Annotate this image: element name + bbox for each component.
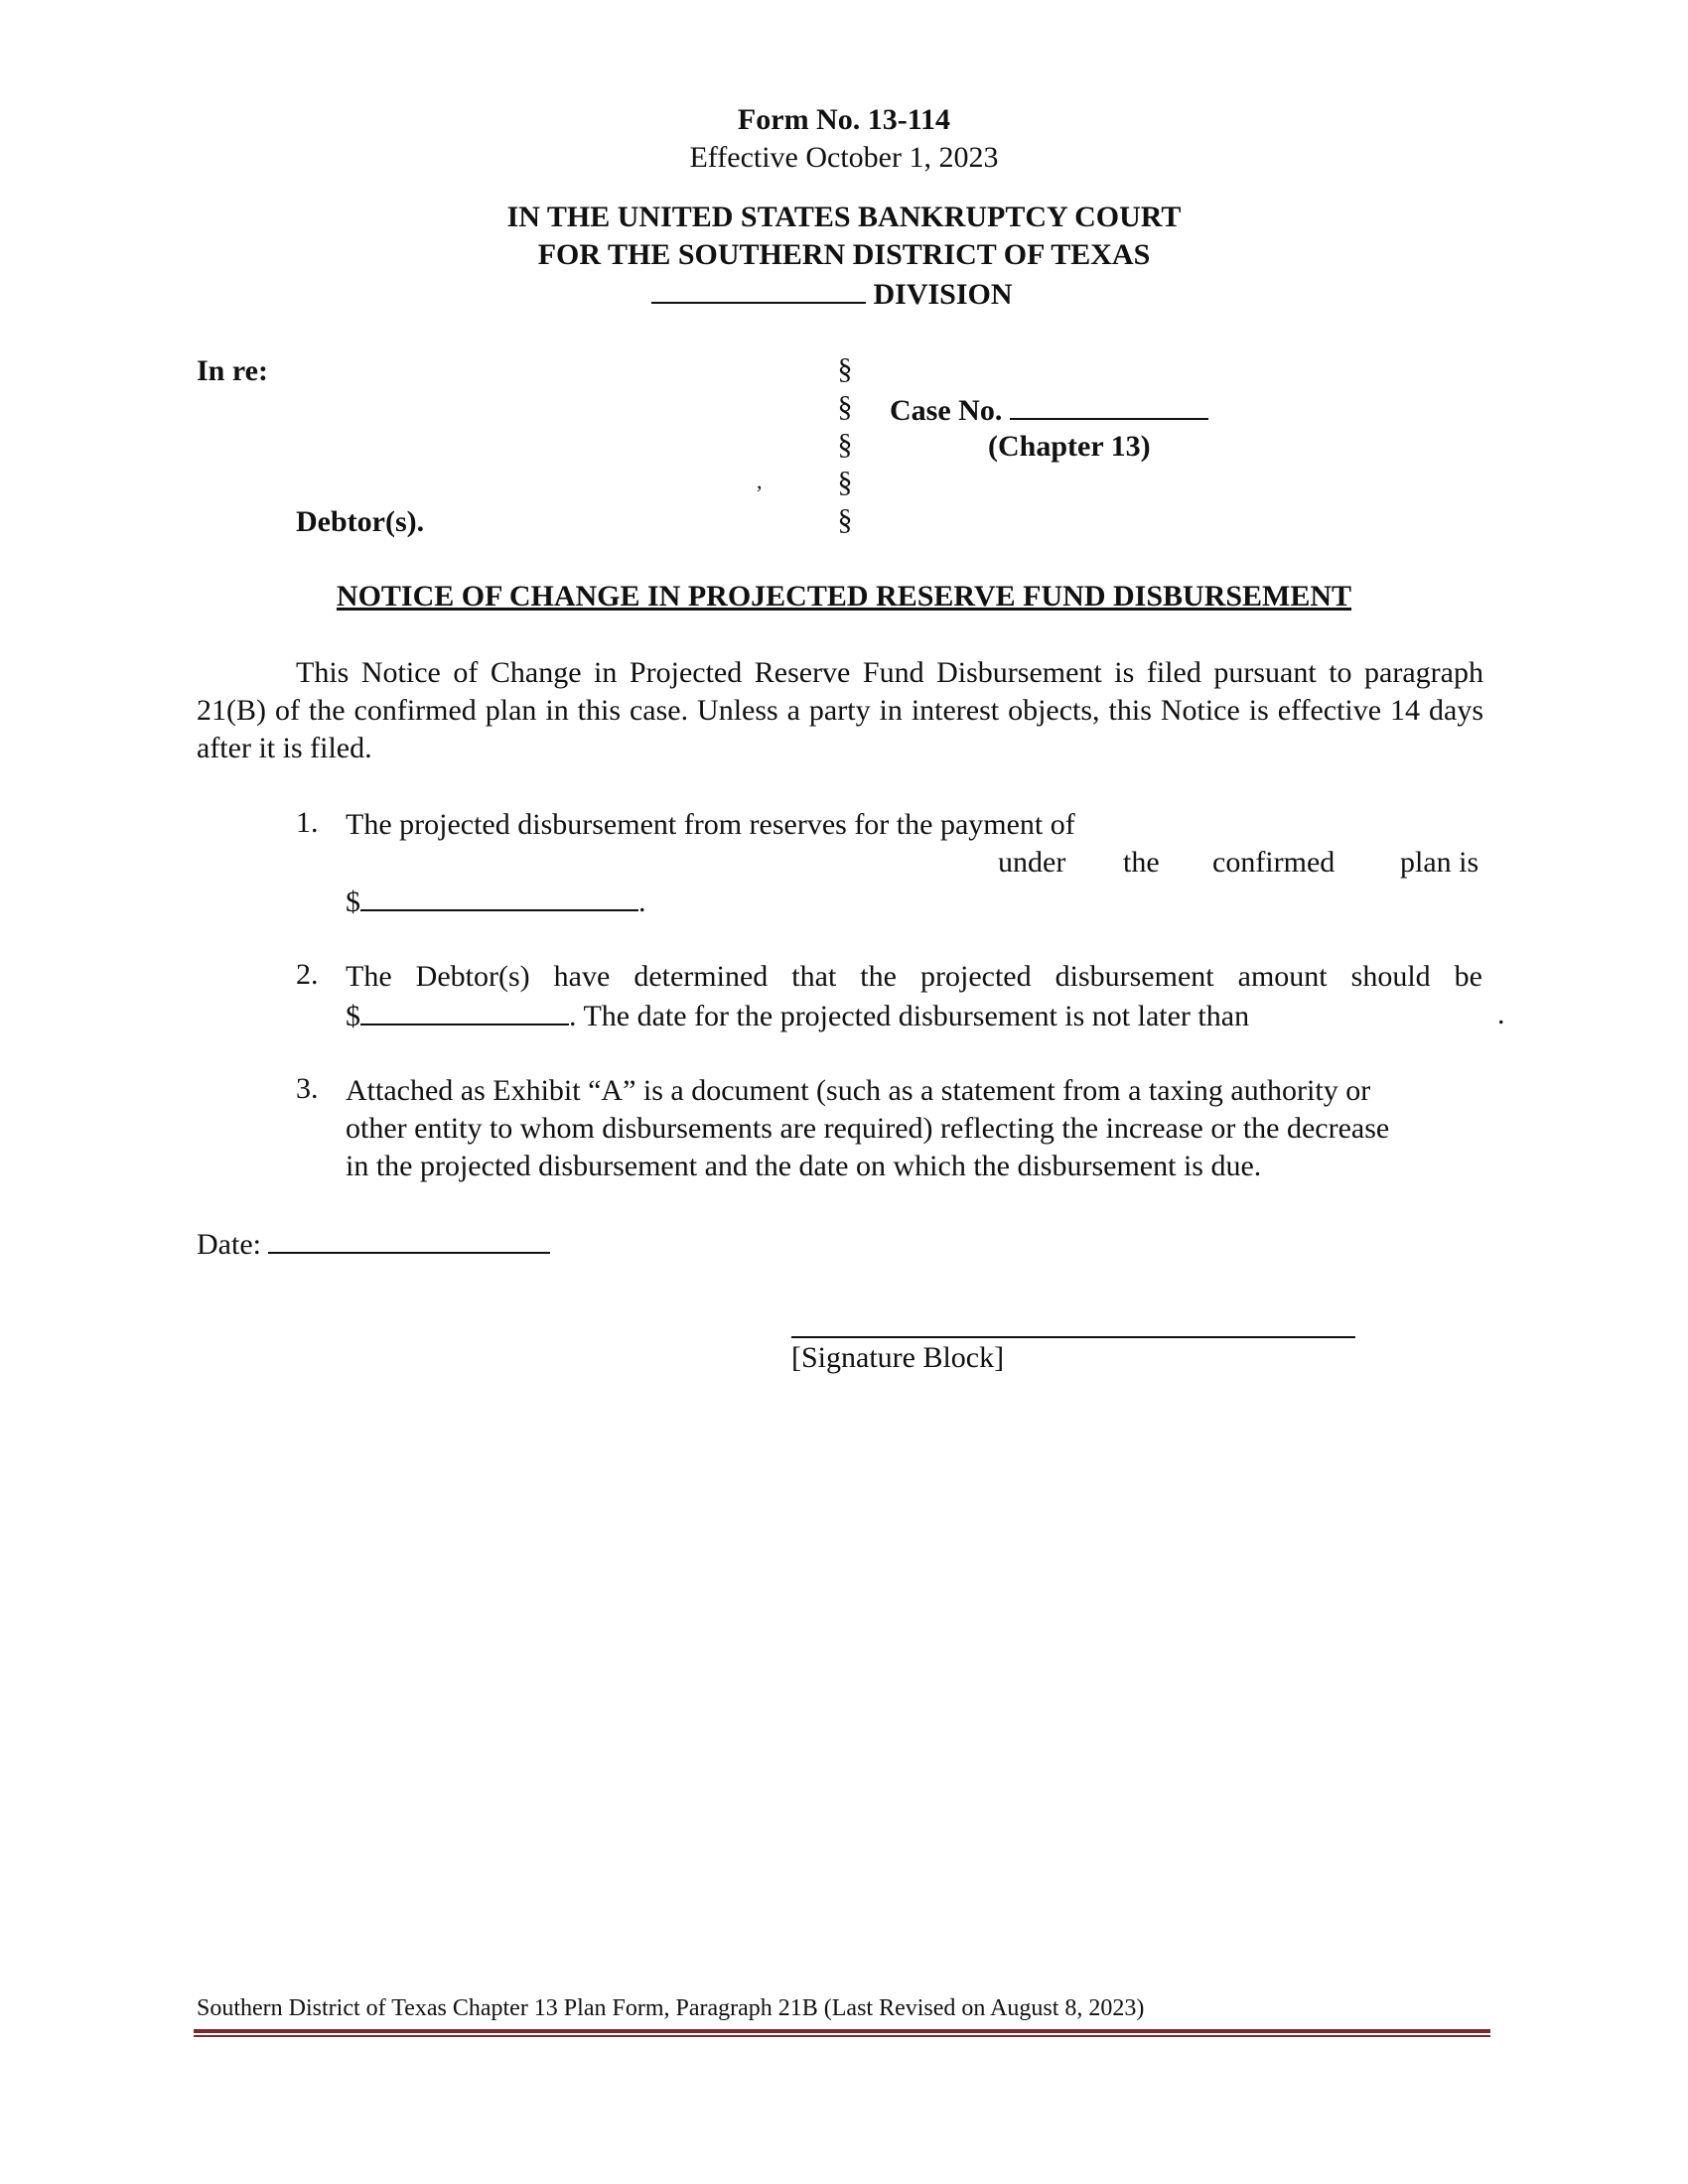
case-no-label: Case No.	[890, 394, 1003, 427]
caption-comma: ,	[757, 469, 763, 493]
item-2-number: 2.	[296, 958, 319, 991]
section-symbol: §	[837, 428, 853, 461]
debtors-label: Debtor(s).	[296, 505, 425, 538]
case-number-line	[890, 390, 1208, 430]
case-no-blank[interactable]	[1010, 390, 1208, 420]
intro-paragraph: This Notice of Change in Projected Reserve Fund Disbursement is filed pursuant to paragraph 21(B) of the confirmed plan in this case. Unless a party in interest objects, this Notice is effective 14 days after it is filed.	[197, 656, 1483, 764]
date-blank[interactable]	[268, 1224, 550, 1254]
effective-date: Effective October 1, 2023	[689, 141, 999, 174]
division-line	[651, 274, 1013, 314]
section-symbol: §	[837, 503, 853, 536]
chapter-label: (Chapter 13)	[988, 430, 1151, 463]
period: .	[638, 886, 646, 918]
item-1-line1: The projected disbursement from reserves for the payment of	[346, 808, 1075, 841]
item-1-word-confirmed: confirmed	[1212, 846, 1336, 879]
item-2-line1: The Debtor(s) have determined that the projected disbursement amount should be	[346, 960, 1482, 993]
footer-rule-thick	[194, 2029, 1490, 2033]
division-blank[interactable]	[651, 274, 866, 304]
item-2-amount-blank[interactable]	[360, 996, 569, 1025]
item-2-date-text: . The date for the projected disbursement is not later than	[569, 1000, 1250, 1032]
section-symbol: §	[837, 352, 853, 385]
signature-block-label: [Signature Block]	[791, 1341, 1005, 1374]
item-1-number: 1.	[296, 806, 319, 839]
dollar-sign: $	[346, 886, 360, 918]
in-re-label: In re:	[197, 354, 268, 387]
footer-text: Southern District of Texas Chapter 13 Plan Form, Paragraph 21B (Last Revised on August 8, 2023)	[197, 1995, 1145, 2021]
item-3-line1: Attached as Exhibit “A” is a document (such as a statement from a taxing authority or	[346, 1074, 1371, 1107]
item-1-word-plan-is: plan is	[1400, 846, 1479, 879]
footer-rule-thin	[194, 2035, 1490, 2037]
item-1-amount-line	[346, 882, 646, 921]
section-symbol: §	[837, 466, 853, 498]
item-3-line3: in the projected disbursement and the date on which the disbursement is due.	[346, 1150, 1262, 1182]
dollar-sign: $	[346, 1000, 360, 1032]
item-1-word-the: the	[1123, 846, 1160, 879]
item-3-number: 3.	[296, 1072, 319, 1105]
item-2-period: .	[1497, 998, 1505, 1030]
item-3-line2: other entity to whom disbursements are required) reflecting the increase or the decrease	[346, 1112, 1390, 1145]
item-2-line2	[346, 996, 1249, 1035]
division-label: DIVISION	[873, 278, 1013, 311]
date-label: Date:	[197, 1228, 261, 1261]
section-symbol: §	[837, 390, 853, 423]
court-name-line1: IN THE UNITED STATES BANKRUPTCY COURT	[506, 201, 1182, 233]
date-line	[197, 1224, 550, 1264]
signature-line[interactable]	[791, 1336, 1355, 1338]
notice-title: NOTICE OF CHANGE IN PROJECTED RESERVE FUND DISBURSEMENT	[336, 580, 1352, 613]
item-1-word-under: under	[998, 846, 1066, 879]
court-name-line2: FOR THE SOUTHERN DISTRICT OF TEXAS	[537, 238, 1151, 271]
form-number: Form No. 13-114	[737, 103, 951, 136]
item-1-amount-blank[interactable]	[360, 882, 638, 911]
